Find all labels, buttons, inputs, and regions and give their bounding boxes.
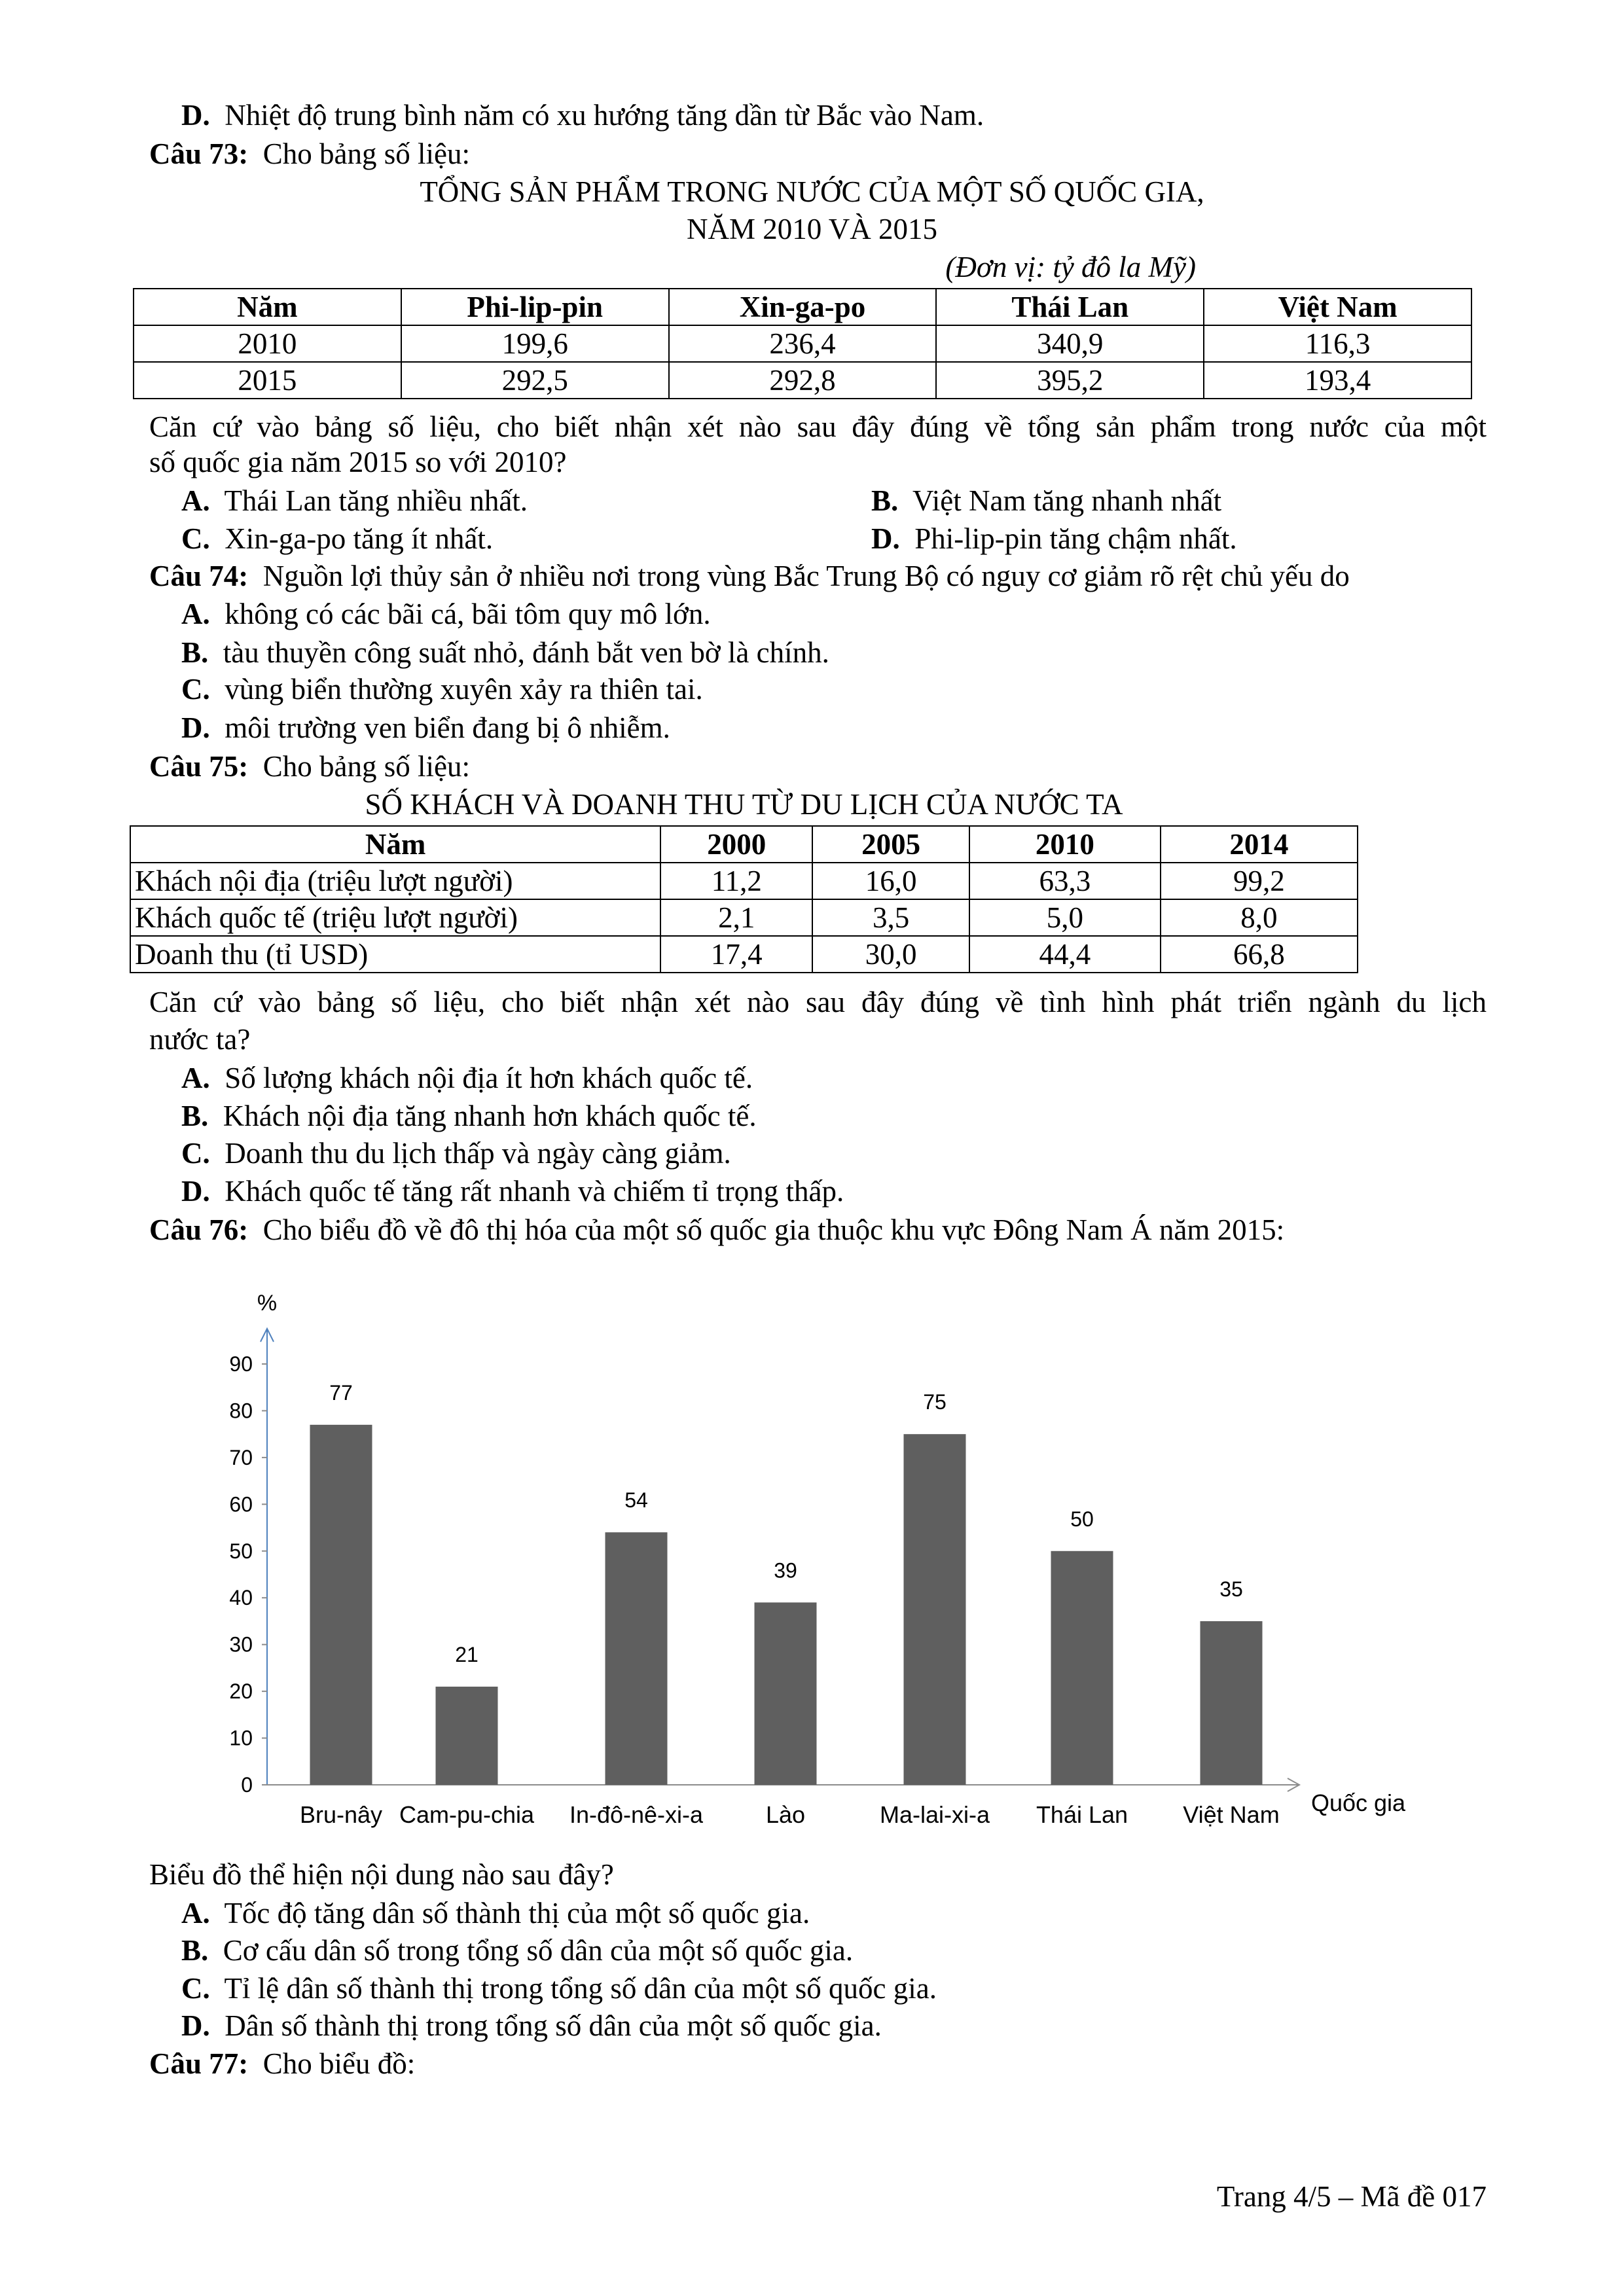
- category-label: Lào: [765, 1801, 806, 1828]
- question-label: Câu 73:: [149, 137, 249, 170]
- question-prompt: Cho bảng số liệu:: [262, 137, 470, 170]
- data-label: 77: [329, 1380, 353, 1405]
- y-tick-label: 50: [229, 1539, 253, 1563]
- header-cell: 2014: [1161, 826, 1358, 863]
- q75-question-line-1: Căn cứ vào bảng số liệu, cho biết nhận xét nào sau đây đúng về tình hình phát triển ngành du lịch: [149, 986, 1487, 1018]
- data-label: 50: [1070, 1507, 1094, 1531]
- option-text: Khách nội địa tăng nhanh hơn khách quốc tế.: [223, 1100, 757, 1132]
- cell: 292,8: [669, 362, 937, 399]
- q73-table: [133, 288, 1472, 399]
- bar-Lào: [755, 1602, 817, 1785]
- option-label: D.: [181, 711, 210, 744]
- cell: 99,2: [1161, 863, 1358, 899]
- header-cell: Việt Nam: [1204, 289, 1471, 325]
- q75-option-c[interactable]: [181, 1136, 731, 1170]
- option-text: Xin-ga-po tăng ít nhất.: [225, 522, 494, 555]
- bar-Bru-nây: [310, 1425, 372, 1785]
- q73-question-line-1: Căn cứ vào bảng số liệu, cho biết nhận xét nào sau đây đúng về tổng sản phẩm trong nước của một: [149, 410, 1487, 443]
- q73-question-line-2: số quốc gia năm 2015 so với 2010?: [149, 446, 567, 478]
- q76-question: Biểu đồ thể hiện nội dung nào sau đây?: [149, 1858, 614, 1891]
- option-text: môi trường ven biển đang bị ô nhiễm.: [225, 711, 670, 744]
- cell: 63,3: [969, 863, 1161, 899]
- q76-option-a[interactable]: [181, 1896, 810, 1930]
- cell: 395,2: [936, 362, 1204, 399]
- question-label: Câu 76:: [149, 1213, 249, 1246]
- option-label: D.: [181, 99, 210, 132]
- question-prompt: Cho biểu đồ:: [262, 2047, 416, 2080]
- cell: 236,4: [669, 325, 937, 362]
- y-tick-label: 20: [229, 1679, 253, 1704]
- category-label: Cam-pu-chia: [399, 1801, 535, 1828]
- cell: 11,2: [660, 863, 812, 899]
- q73-option-d[interactable]: [871, 522, 1237, 556]
- cell: 292,5: [401, 362, 669, 399]
- cell: 8,0: [1161, 899, 1358, 936]
- question-label: Câu 75:: [149, 750, 249, 783]
- option-text: không có các bãi cá, bãi tôm quy mô lớn.: [225, 598, 711, 630]
- q77-heading: [149, 2047, 415, 2081]
- q73-option-b[interactable]: [871, 484, 1221, 518]
- cell: 340,9: [936, 325, 1204, 362]
- header-cell: Năm: [130, 826, 660, 863]
- option-label: C.: [181, 673, 210, 706]
- y-tick-label: 40: [229, 1586, 253, 1610]
- y-tick-label: 10: [229, 1726, 253, 1750]
- cell: 3,5: [812, 899, 969, 936]
- bar-Cam-pu-chia: [436, 1687, 498, 1785]
- data-label: 39: [774, 1558, 797, 1583]
- question-prompt: Cho bảng số liệu:: [262, 750, 470, 783]
- option-label: B.: [181, 1934, 209, 1967]
- cell: 199,6: [401, 325, 669, 362]
- header-cell: 2000: [660, 826, 812, 863]
- cell: 44,4: [969, 936, 1161, 973]
- q75-option-b[interactable]: [181, 1099, 757, 1133]
- option-label: C.: [181, 522, 210, 555]
- q76-option-d[interactable]: [181, 2009, 882, 2043]
- bar-Việt Nam: [1200, 1621, 1263, 1785]
- q75-option-d[interactable]: [181, 1174, 844, 1208]
- cell: 116,3: [1204, 325, 1471, 362]
- option-text: Tỉ lệ dân số thành thị trong tổng số dân của một số quốc gia.: [224, 1972, 937, 2005]
- q73-table-title-1: TỔNG SẢN PHẨM TRONG NƯỚC CỦA MỘT SỐ QUỐC GIA,: [420, 175, 1204, 208]
- header-cell: Năm: [134, 289, 401, 325]
- y-tick-label: 80: [229, 1399, 253, 1423]
- bar-In-đô-nê-xi-a: [605, 1532, 668, 1785]
- cell: 66,8: [1161, 936, 1358, 973]
- header-cell: 2005: [812, 826, 969, 863]
- category-label: Việt Nam: [1183, 1801, 1280, 1828]
- y-tick-label: 90: [229, 1352, 253, 1376]
- q73-option-a[interactable]: [181, 484, 528, 518]
- row-label: Doanh thu (tỉ USD): [130, 936, 660, 973]
- option-label: C.: [181, 1972, 210, 2005]
- option-label: A.: [181, 484, 210, 517]
- table-row: [134, 362, 1471, 399]
- table-row: [130, 863, 1358, 899]
- question-label: Câu 77:: [149, 2047, 249, 2080]
- q75-question-line-2: nước ta?: [149, 1023, 251, 1056]
- data-label: 35: [1219, 1577, 1243, 1601]
- question-label: Câu 74:: [149, 560, 249, 592]
- data-label: 54: [624, 1488, 648, 1513]
- option-label: D.: [181, 1175, 210, 1208]
- q74-option-c[interactable]: [181, 672, 703, 706]
- q73-unit: (Đơn vị: tỷ đô la Mỹ): [945, 251, 1196, 283]
- q76-option-b[interactable]: [181, 1933, 853, 1967]
- table-row: [130, 899, 1358, 936]
- option-label: A.: [181, 598, 210, 630]
- cell: 2015: [134, 362, 401, 399]
- y-tick-label: 30: [229, 1632, 253, 1657]
- option-label: A.: [181, 1062, 210, 1094]
- urbanization-bar-chart: [0, 1263, 1624, 1852]
- option-text: Việt Nam tăng nhanh nhất: [912, 484, 1222, 517]
- question-prompt: Nguồn lợi thủy sản ở nhiều nơi trong vùng Bắc Trung Bộ có nguy cơ giảm rõ rệt chủ yếu do: [262, 560, 1350, 592]
- cell: 17,4: [660, 936, 812, 973]
- cell: 2,1: [660, 899, 812, 936]
- option-label: C.: [181, 1137, 210, 1170]
- option-text: Phi-lip-pin tăng chậm nhất.: [914, 522, 1237, 555]
- option-label: B.: [181, 1100, 209, 1132]
- category-label: Thái Lan: [1036, 1801, 1128, 1828]
- option-text: Khách quốc tế tăng rất nhanh và chiếm tỉ trọng thấp.: [225, 1175, 844, 1208]
- q74-option-b[interactable]: [181, 636, 829, 670]
- option-text: Doanh thu du lịch thấp và ngày càng giảm.: [225, 1137, 731, 1170]
- bar-Thái Lan: [1051, 1551, 1113, 1785]
- q76-option-c[interactable]: [181, 1971, 937, 2005]
- q75-table-title: SỐ KHÁCH VÀ DOANH THU TỪ DU LỊCH CỦA NƯỚC TA: [365, 788, 1123, 821]
- category-label: Bru-nây: [299, 1801, 383, 1828]
- q72-option-d: [181, 98, 984, 132]
- option-label: D.: [181, 2009, 210, 2042]
- option-label: B.: [181, 636, 209, 669]
- q75-option-a[interactable]: [181, 1061, 753, 1095]
- q76-heading: [149, 1213, 1284, 1247]
- table-header-row: [134, 289, 1471, 325]
- category-label: In-đô-nê-xi-a: [569, 1801, 704, 1828]
- q73-option-c[interactable]: [181, 522, 493, 556]
- category-label: Ma-lai-xi-a: [879, 1801, 990, 1828]
- data-label: 75: [923, 1390, 947, 1414]
- q73-table-title-2: NĂM 2010 VÀ 2015: [687, 213, 937, 245]
- bar-Ma-lai-xi-a: [904, 1434, 966, 1785]
- table-row: [130, 936, 1358, 973]
- option-text: vùng biển thường xuyên xảy ra thiên tai.: [225, 673, 703, 706]
- q74-option-a[interactable]: [181, 597, 711, 631]
- q74-heading: [149, 559, 1350, 593]
- option-text: Thái Lan tăng nhiều nhất.: [224, 484, 528, 517]
- header-cell: Thái Lan: [936, 289, 1204, 325]
- cell: 193,4: [1204, 362, 1471, 399]
- option-label: D.: [871, 522, 900, 555]
- option-text: tàu thuyền công suất nhỏ, đánh bắt ven bờ là chính.: [223, 636, 829, 669]
- x-axis-label: Quốc gia: [1310, 1789, 1406, 1816]
- option-label: A.: [181, 1897, 210, 1929]
- row-label: Khách quốc tế (triệu lượt người): [130, 899, 660, 936]
- table-header-row: [130, 826, 1358, 863]
- y-tick-label: 60: [229, 1492, 253, 1516]
- row-label: Khách nội địa (triệu lượt người): [130, 863, 660, 899]
- question-prompt: Cho biểu đồ về đô thị hóa của một số quốc gia thuộc khu vực Đông Nam Á năm 2015:: [262, 1213, 1285, 1246]
- y-tick-label: 70: [229, 1445, 253, 1469]
- cell: 30,0: [812, 936, 969, 973]
- option-text: Nhiệt độ trung bình năm có xu hướng tăng dần từ Bắc vào Nam.: [225, 99, 984, 132]
- page-footer: Trang 4/5 – Mã đề 017: [1216, 2180, 1487, 2213]
- cell: 16,0: [812, 863, 969, 899]
- q75-heading: [149, 749, 470, 783]
- q74-option-d[interactable]: [181, 711, 670, 745]
- header-cell: 2010: [969, 826, 1161, 863]
- option-label: B.: [871, 484, 899, 517]
- y-tick-label: 0: [241, 1773, 253, 1797]
- header-cell: Phi-lip-pin: [401, 289, 669, 325]
- header-cell: Xin-ga-po: [669, 289, 937, 325]
- q75-table: [130, 825, 1358, 973]
- q73-heading: [149, 137, 470, 171]
- y-axis-label: %: [257, 1291, 278, 1316]
- option-text: Cơ cấu dân số trong tổng số dân của một số quốc gia.: [223, 1934, 854, 1967]
- table-row: [134, 325, 1471, 362]
- cell: 2010: [134, 325, 401, 362]
- option-text: Dân số thành thị trong tổng số dân của một số quốc gia.: [225, 2009, 882, 2042]
- cell: 5,0: [969, 899, 1161, 936]
- option-text: Tốc độ tăng dân số thành thị của một số quốc gia.: [224, 1897, 810, 1929]
- option-text: Số lượng khách nội địa ít hơn khách quốc tế.: [225, 1062, 753, 1094]
- data-label: 21: [455, 1642, 478, 1666]
